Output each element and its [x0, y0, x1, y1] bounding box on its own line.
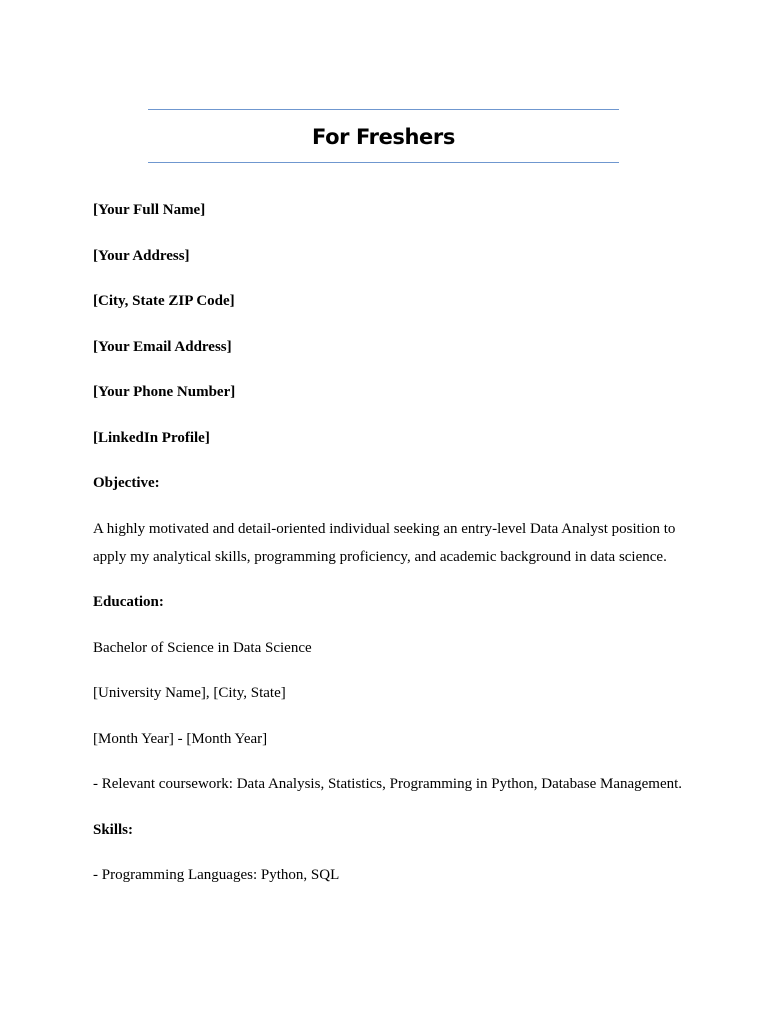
- objective-heading: Objective:: [93, 475, 160, 491]
- education-heading: Education:: [93, 594, 164, 610]
- contact-linkedin: [LinkedIn Profile]: [93, 429, 210, 446]
- education-degree: Bachelor of Science in Data Science: [93, 639, 312, 656]
- education-dates: [Month Year] - [Month Year]: [93, 730, 268, 747]
- contact-email: [Your Email Address]: [93, 338, 232, 355]
- page-title: For Freshers: [312, 125, 455, 149]
- objective-text: A highly motivated and detail-oriented individual seeking an entry-level Data Analyst position to apply my analytical skills, programming proficiency, and academic background in data science.: [93, 520, 676, 565]
- contact-phone: [Your Phone Number]: [93, 384, 236, 400]
- title-top-rule: [148, 109, 619, 110]
- education-institution: [University Name], [City, State]: [93, 685, 286, 701]
- title-block: [148, 109, 619, 163]
- contact-full-name: [Your Full Name]: [93, 202, 206, 218]
- contact-address: [Your Address]: [93, 247, 190, 264]
- skills-item: - Programming Languages: Python, SQL: [93, 867, 340, 883]
- resume-body: [93, 196, 683, 889]
- education-coursework: - Relevant coursework: Data Analysis, Statistics, Programming in Python, Database Management.: [93, 776, 683, 792]
- contact-city-state-zip: [City, State ZIP Code]: [93, 293, 235, 309]
- title-bottom-rule: [148, 162, 619, 163]
- skills-heading: Skills:: [93, 821, 134, 838]
